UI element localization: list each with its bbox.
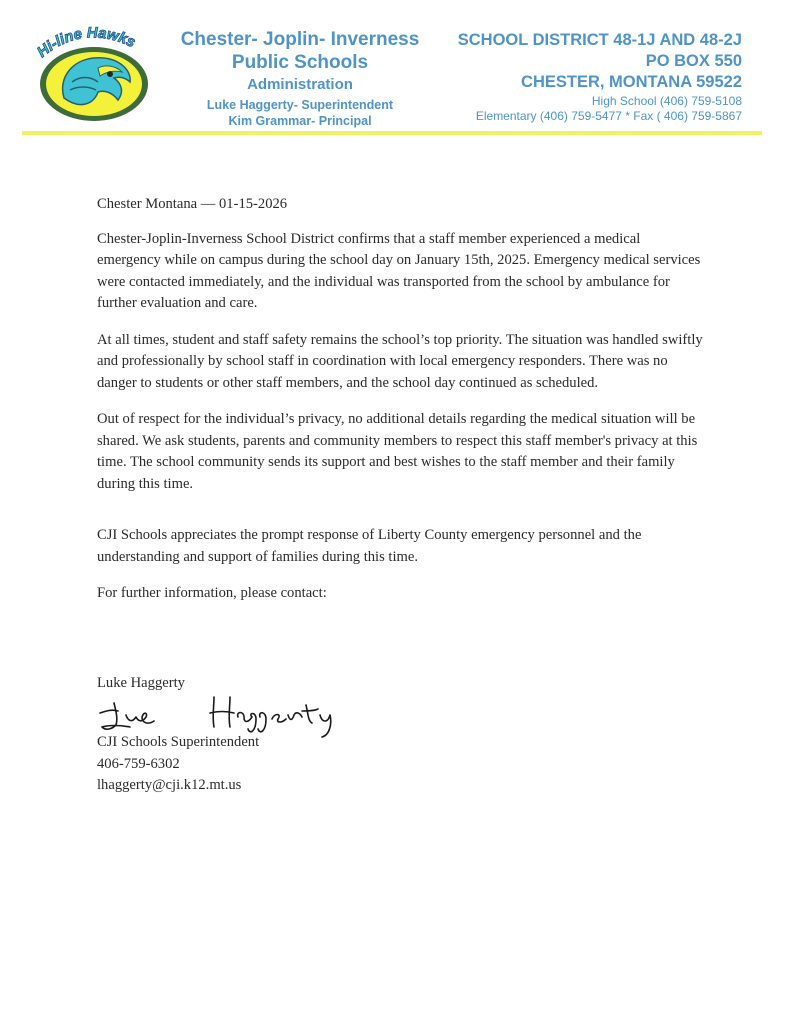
dateline: Chester Montana — 01-15-2026 bbox=[97, 196, 288, 212]
signer-phone: 406-759-6302 bbox=[97, 755, 180, 772]
header-divider bbox=[22, 131, 762, 135]
paragraph-1: Chester-Joplin-Inverness School District confirms that a staff member experienced a medical emergency while on campus during the school day on January 15th, 2025. Emergency medical services were contacted immediately, and the individual was transported from the school by ambulance for further evaluation and care. bbox=[97, 230, 701, 311]
signer-email: lhaggerty@cji.k12.mt.us bbox=[97, 777, 242, 793]
district-name: SCHOOL DISTRICT 48-1J AND 48-2J bbox=[457, 31, 742, 49]
paragraph-2: At all times, student and staff safety remains the school’s top priority. The situation was handled swiftly and professionally by school staff in coordination with local emergency responders. There was no danger to students or other staff members, and the school day continued as scheduled. bbox=[97, 331, 703, 391]
high-school-phone: High School (406) 759-5108 bbox=[591, 94, 742, 108]
letterhead bbox=[0, 0, 791, 140]
school-name-line2: Public Schools bbox=[231, 52, 369, 73]
superintendent-line: Luke Haggerty- Superintendent bbox=[206, 98, 394, 112]
contact-prompt: For further information, please contact: bbox=[97, 585, 327, 601]
district-address-block bbox=[412, 30, 742, 124]
principal-line: Kim Grammar- Principal bbox=[228, 114, 372, 128]
svg-text:Hi-line Hawks: Hi-line Hawks bbox=[34, 24, 139, 61]
paragraph-4: CJI Schools appreciates the prompt response of Liberty County emergency personnel and the understanding and support of families during this time. bbox=[97, 527, 642, 565]
signature-details bbox=[97, 732, 259, 797]
po-box: PO BOX 550 bbox=[645, 52, 742, 70]
signer-title: CJI Schools Superintendent bbox=[97, 734, 260, 750]
department: Administration bbox=[247, 76, 353, 93]
city-state-zip: CHESTER, MONTANA 59522 bbox=[521, 73, 742, 91]
signer-name: Luke Haggerty bbox=[97, 675, 185, 691]
elementary-fax-phone: Elementary (406) 759-5477 * Fax ( 406) 759-5867 bbox=[475, 109, 742, 123]
letter-body bbox=[97, 194, 707, 645]
school-name-block bbox=[150, 28, 450, 129]
paragraph-3: Out of respect for the individual’s privacy, no additional details regarding the medical situation will be shared. We ask students, parents and community members to respect this staff member's privacy at this time. The school community sends its support and best wishes to the staff member and their family during this time. bbox=[97, 411, 698, 492]
school-name-line1: Chester- Joplin- Inverness bbox=[180, 29, 420, 50]
hi-line-hawks-logo bbox=[28, 18, 158, 126]
